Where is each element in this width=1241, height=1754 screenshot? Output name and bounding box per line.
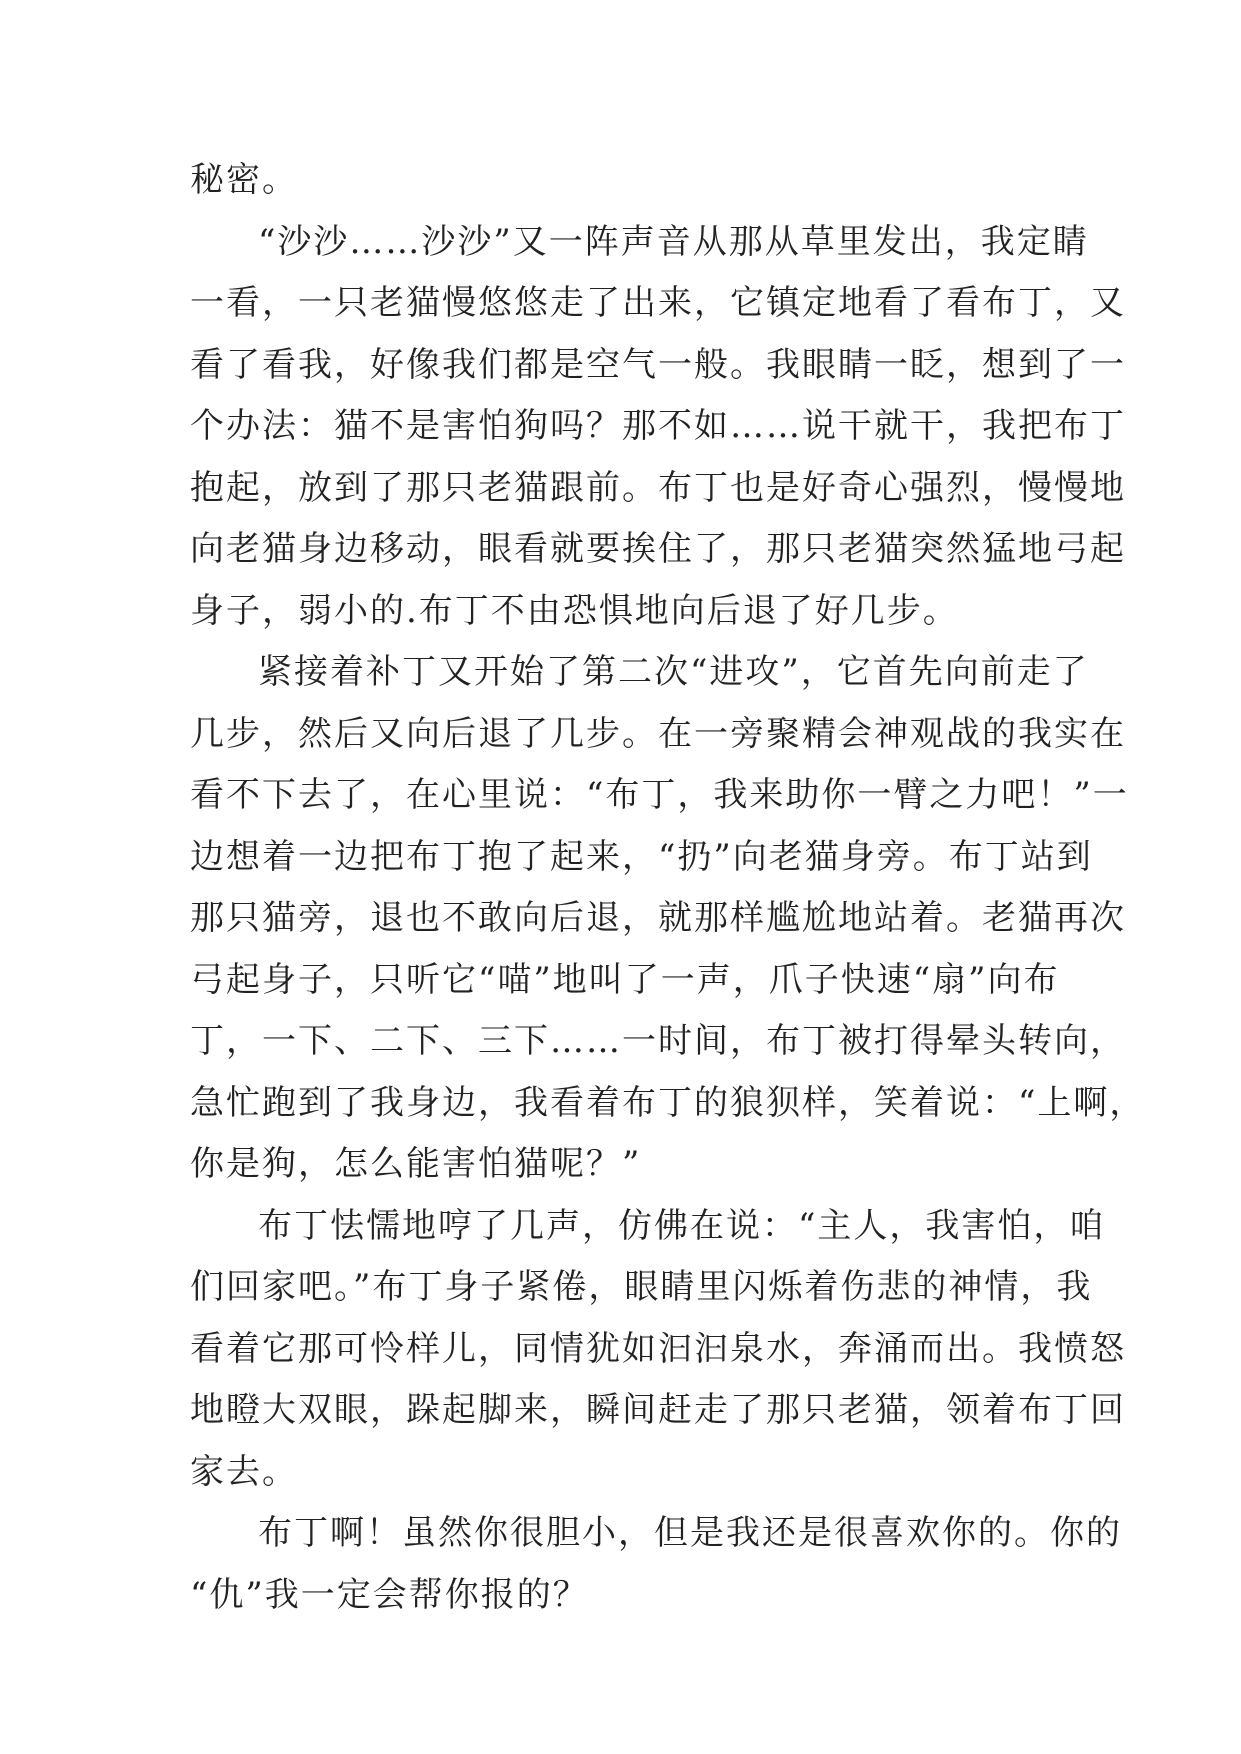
text-line: 你是狗，怎么能害怕猫呢？” [190,1144,642,1184]
text-line: 看着它那可怜样儿，同情犹如汩汩泉水，奔涌而出。我愤怒 [190,1328,1126,1369]
text-line: 抱起，放到了那只老猫跟前。布丁也是好奇心强烈，慢慢地 [190,467,1126,508]
text-line: 地瞪大双眼，跺起脚来，瞬间赶走了那只老猫，领着布丁回 [190,1390,1126,1430]
text-line: 布丁啊！虽然你很胆小，但是我还是很喜欢你的。你的 [258,1513,1122,1553]
text-line: 丁，一下、二下、三下……一时间，布丁被打得晕头转向， [190,1021,1126,1061]
text-line: 身子，弱小的.布丁不由恐惧地向后退了好几步。 [190,590,959,631]
text-line: 秘密。 [190,160,298,200]
text-line: “仇”我一定会帮你报的？ [190,1574,589,1615]
text-line: 家去。 [190,1451,298,1492]
text-line: 那只猫旁，退也不敢向后退，就那样尴尬地站着。老猫再次 [190,898,1126,938]
document-body [190,150,1146,1626]
text-line: 几步，然后又向后退了几步。在一旁聚精会神观战的我实在 [190,713,1126,754]
text-line: 们回家吧。”布丁身子紧倦，眼睛里闪烁着伤悲的神情，我 [190,1267,1093,1307]
text-line: 看了看我，好像我们都是空气一般。我眼睛一眨，想到了一 [190,344,1126,385]
text-line: 弓起身子，只听它“喵”地叫了一声，爪子快速“扇”向布 [190,959,1060,1000]
text-line: 边想着一边把布丁抱了起来，“扔”向老猫身旁。布丁站到 [190,836,1093,877]
text-line: 向老猫身边移动，眼看就要挨住了，那只老猫突然猛地弓起 [190,529,1126,569]
text-line: 布丁怯懦地哼了几声，仿佛在说：“主人，我害怕，咱 [258,1205,1106,1246]
text-line: 紧接着补丁又开始了第二次“进攻”，它首先向前走了 [258,652,1089,692]
text-line: 急忙跑到了我身边，我看着布丁的狼狈样，笑着说：“上啊， [190,1082,1146,1123]
text-line: 一看，一只老猫慢悠悠走了出来，它镇定地看了看布丁，又 [190,283,1126,323]
text-line: 个办法：猫不是害怕狗吗？那不如……说干就干，我把布丁 [190,406,1126,446]
text-line: “沙沙……沙沙”又一阵声音从那从草里发出，我定睛 [258,221,1089,262]
text-line: 看不下去了，在心里说：“布丁，我来助你一臂之力吧！”一 [190,775,1129,815]
